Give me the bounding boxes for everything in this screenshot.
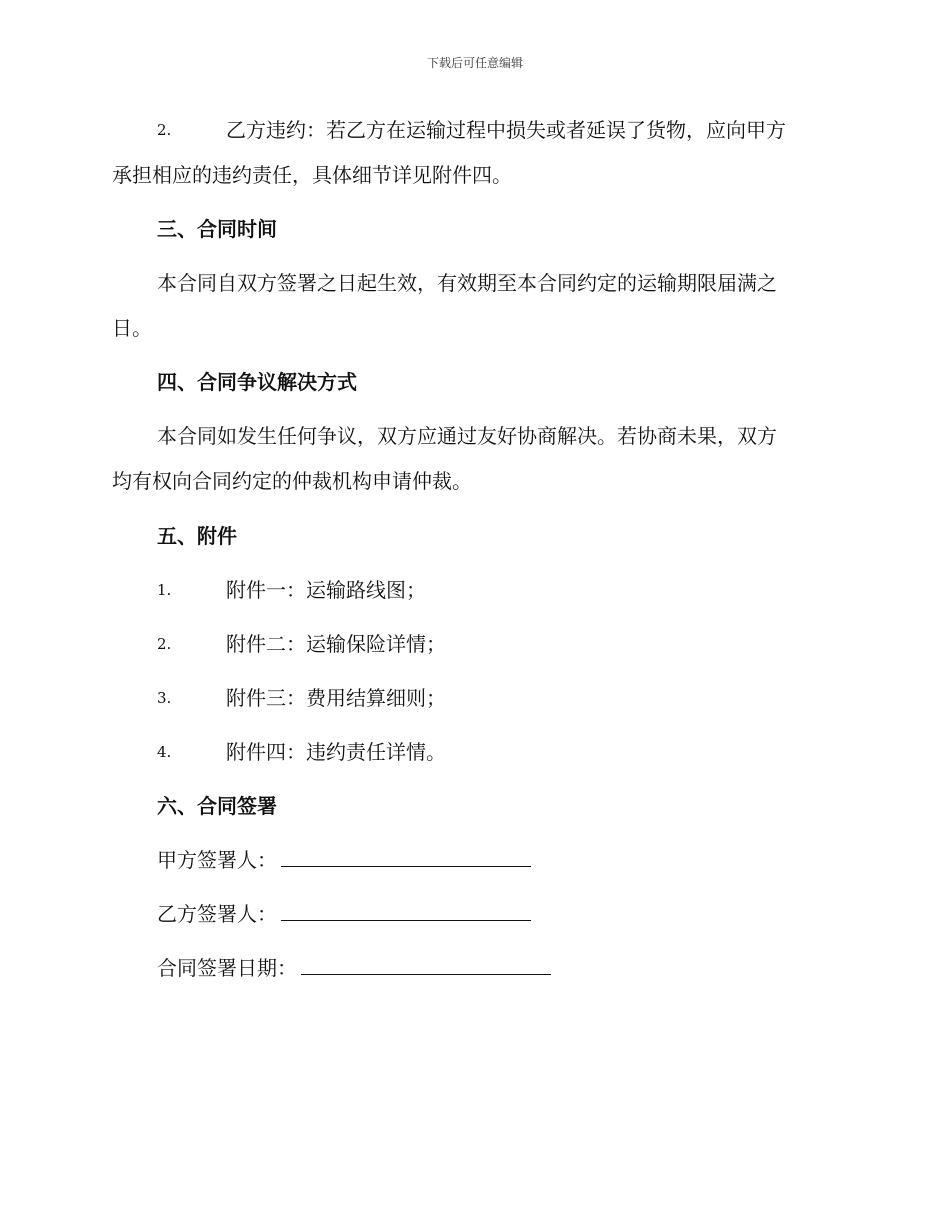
section-heading-attachments: 五、附件: [157, 524, 237, 548]
party-b-signature-field[interactable]: [281, 902, 531, 921]
attachment-item: 附件二：运输保险详情；: [226, 632, 446, 656]
attachment-number: 1.: [157, 581, 172, 599]
party-b-signature-row: [157, 901, 531, 927]
attachment-item: 附件四：违约责任详情。: [226, 740, 446, 764]
party-a-signature-field[interactable]: [281, 848, 531, 867]
party-a-signature-row: [157, 847, 531, 873]
section-heading-signing: 六、合同签署: [157, 794, 277, 818]
attachment-number: 2.: [157, 635, 172, 653]
section-heading-dispute-resolution: 四、合同争议解决方式: [157, 370, 357, 394]
signing-date-label: 合同签署日期：: [157, 956, 297, 980]
clause-text-line-1: 乙方违约：若乙方在运输过程中损失或者延误了货物，应向甲方: [226, 118, 786, 142]
party-a-signature-label: 甲方签署人：: [157, 848, 277, 872]
clause-text-line-2: 承担相应的违约责任，具体细节详见附件四。: [112, 163, 512, 187]
attachment-number: 4.: [157, 743, 172, 761]
attachment-item: 附件一：运输路线图；: [226, 578, 426, 602]
section-heading-contract-time: 三、合同时间: [157, 217, 277, 241]
clause-number: 2.: [157, 121, 172, 139]
paragraph-line-2: 均有权向合同约定的仲裁机构申请仲裁。: [112, 469, 472, 493]
attachment-number: 3.: [157, 689, 172, 707]
paragraph-line-1: 本合同自双方签署之日起生效，有效期至本合同约定的运输期限届满之: [157, 271, 777, 295]
party-b-signature-label: 乙方签署人：: [157, 902, 277, 926]
page-header: 下载后可任意编辑: [426, 56, 523, 70]
signing-date-field[interactable]: [301, 956, 551, 975]
attachment-item: 附件三：费用结算细则；: [226, 686, 446, 710]
paragraph-line-1: 本合同如发生任何争议，双方应通过友好协商解决。若协商未果，双方: [157, 424, 777, 448]
paragraph-line-2: 日。: [112, 316, 152, 340]
signing-date-row: [157, 955, 551, 981]
